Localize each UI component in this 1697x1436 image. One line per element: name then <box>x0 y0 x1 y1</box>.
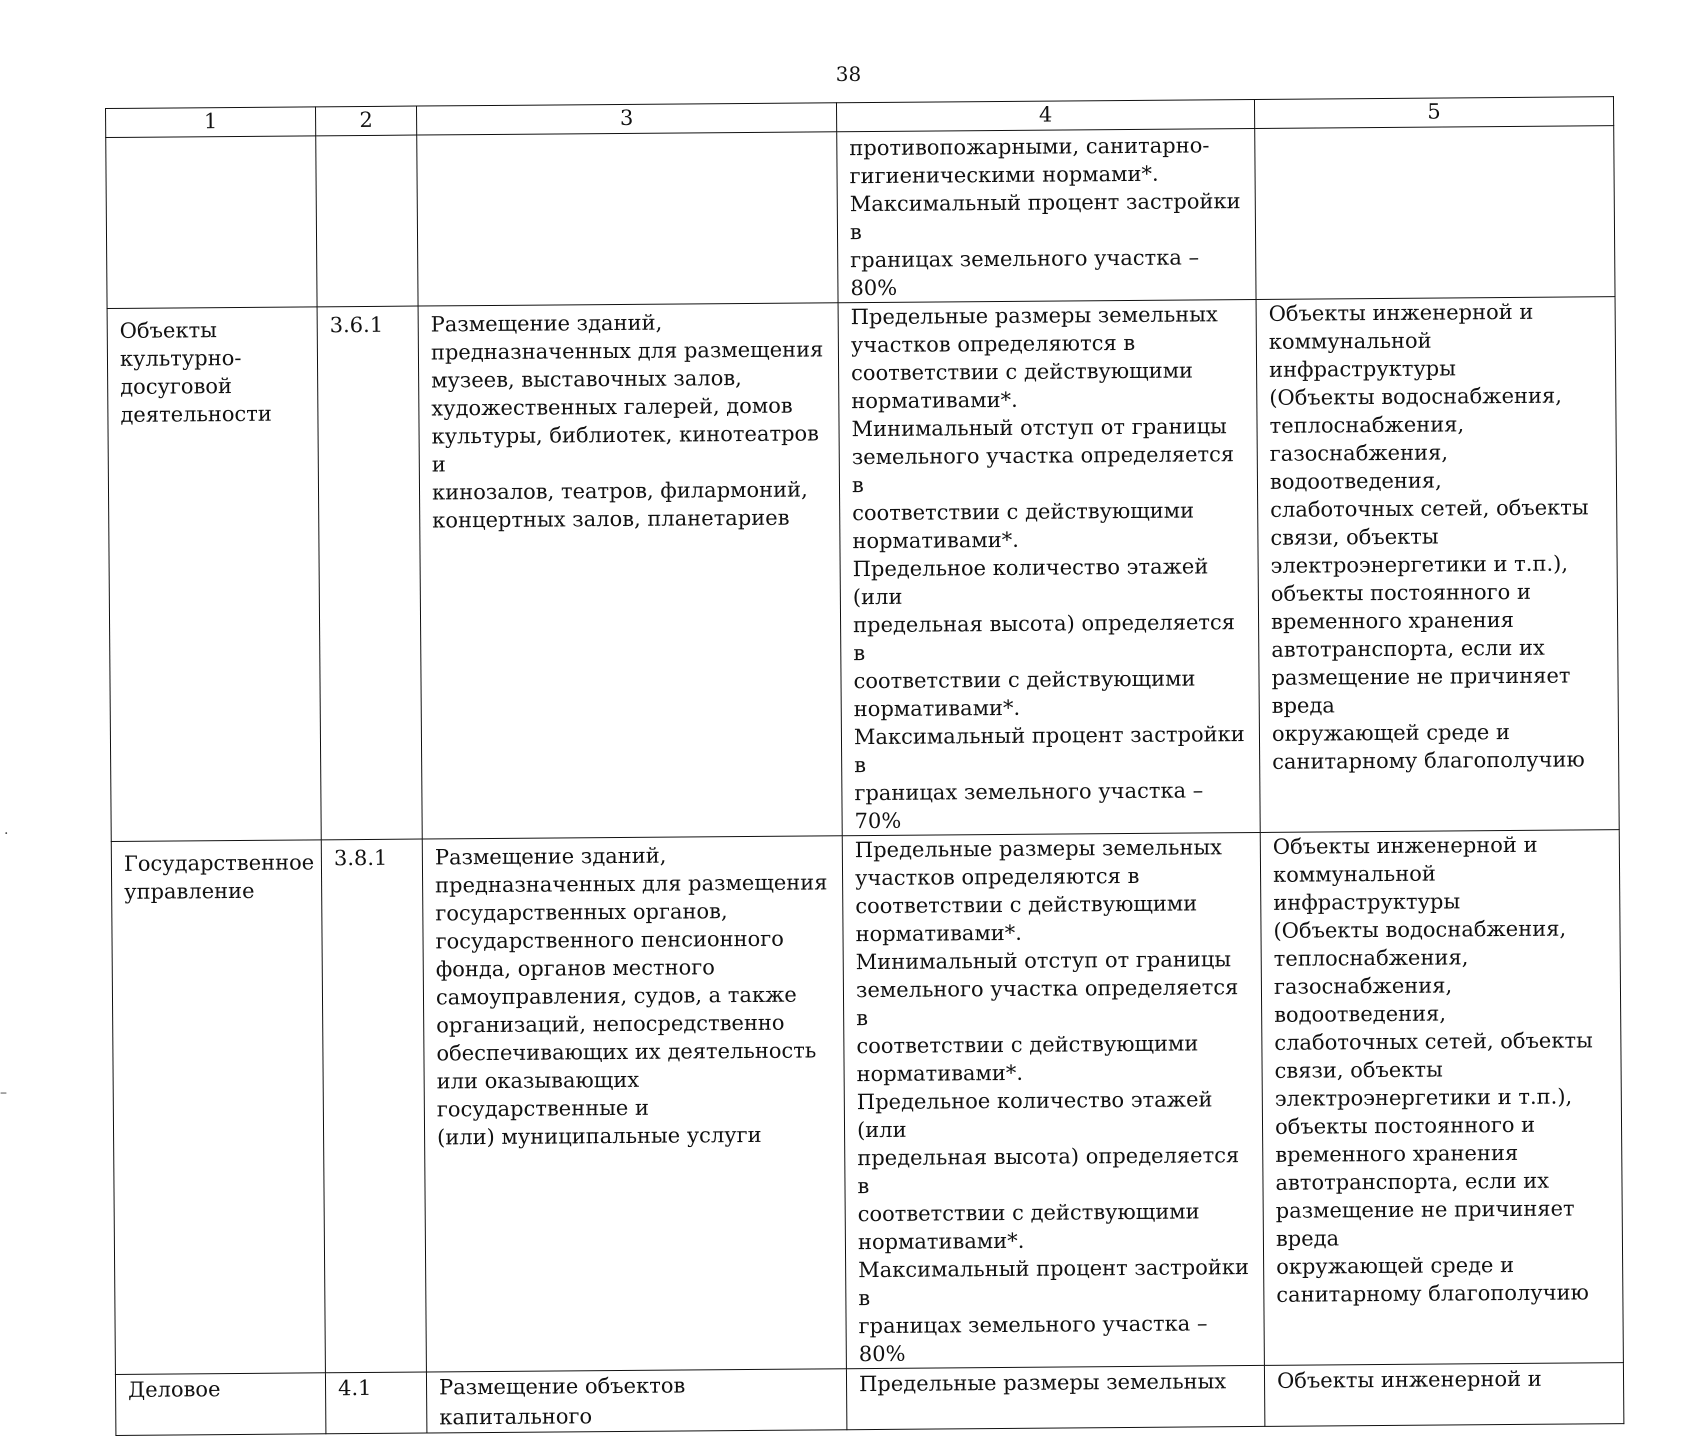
cell-use-type: Деловое <box>115 1373 325 1436</box>
cell-auxiliary-uses: Объекты инженерной и коммунальной инфраструктуры (Объекты водоснабжения, теплоснабжения, газоснабжения, водоотведения, слаботочных сетей, объекты связи, объекты электроэнергетики и т.п.), объекты постоянного и временного хранения автотранспорта, если их размещение не причиняет вреда окружающей среде и санитарному благополучию <box>1256 297 1619 833</box>
cell-use-type <box>106 136 317 309</box>
cell-code <box>316 135 418 307</box>
cell-parameters: Предельные размеры земельных участков определяются в соответствии с действующими нормативами*. Минимальный отступ от границы земельного участка определяется в соответствии с действующими нормативами*. Предельное количество этажей (или предельная высота) определяется в соответствии с действующими нормативами*. Максимальный процент застройки в границах земельного участка – 80% <box>842 832 1264 1368</box>
cell-parameters: Предельные размеры земельных участков определяются в соответствии с действующими нормативами*. Минимальный отступ от границы земельного участка определяется в соответствии с действующими нормативами*. Предельное количество этажей (или предельная высота) определяется в соответствии с действующими нормативами*. Максимальный процент застройки в границах земельного участка – 70% <box>838 299 1260 835</box>
cell-description: Размещение зданий, предназначенных для размещения музеев, выставочных залов, художественных галерей, домов культуры, библиотек, кинотеатров и кинозалов, театров, филармоний, концертных залов, планетариев <box>418 303 842 839</box>
column-number-4: 4 <box>836 99 1254 131</box>
page-number: 38 <box>835 62 862 86</box>
table-row-continuation <box>106 126 1615 309</box>
column-number-1: 1 <box>106 107 316 138</box>
cell-use-type: Государственное управление <box>111 840 325 1375</box>
scan-mark: – <box>0 1085 7 1101</box>
cell-code: 3.8.1 <box>321 839 426 1373</box>
column-number-2: 2 <box>315 106 416 136</box>
cell-auxiliary-uses: Объекты инженерной и <box>1264 1363 1623 1427</box>
cell-auxiliary-uses <box>1255 126 1615 300</box>
cell-description: Размещение объектов капитального <box>426 1369 846 1433</box>
cell-description: Размещение зданий, предназначенных для размещения государственных органов, государственного пенсионного фонда, органов местного самоуправления, судов, а также организаций, непосредственно обеспечивающих их деятельность или оказывающих государственные и (или) муниципальные услуги <box>422 836 846 1372</box>
column-number-5: 5 <box>1254 97 1613 129</box>
zoning-table <box>105 96 1624 1436</box>
cell-description <box>417 132 838 306</box>
cell-code: 3.6.1 <box>317 306 422 840</box>
table-row <box>115 1363 1623 1436</box>
table-row <box>107 297 1619 842</box>
scan-mark: . <box>4 822 9 838</box>
cell-parameters: Предельные размеры земельных <box>846 1365 1264 1429</box>
cell-use-type: Объекты культурно- досуговой деятельности <box>107 307 321 842</box>
cell-parameters: противопожарными, санитарно- гигиеническими нормами*. Максимальный процент застройки в границах земельного участка – 80% <box>837 128 1256 302</box>
table-row <box>111 830 1623 1375</box>
cell-code: 4.1 <box>325 1372 426 1434</box>
column-number-3: 3 <box>416 103 836 135</box>
cell-auxiliary-uses: Объекты инженерной и коммунальной инфраструктуры (Объекты водоснабжения, теплоснабжения, газоснабжения, водоотведения, слаботочных сетей, объекты связи, объекты электроэнергетики и т.п.), объекты постоянного и временного хранения автотранспорта, если их размещение не причиняет вреда окружающей среде и санитарному благополучию <box>1260 830 1623 1366</box>
